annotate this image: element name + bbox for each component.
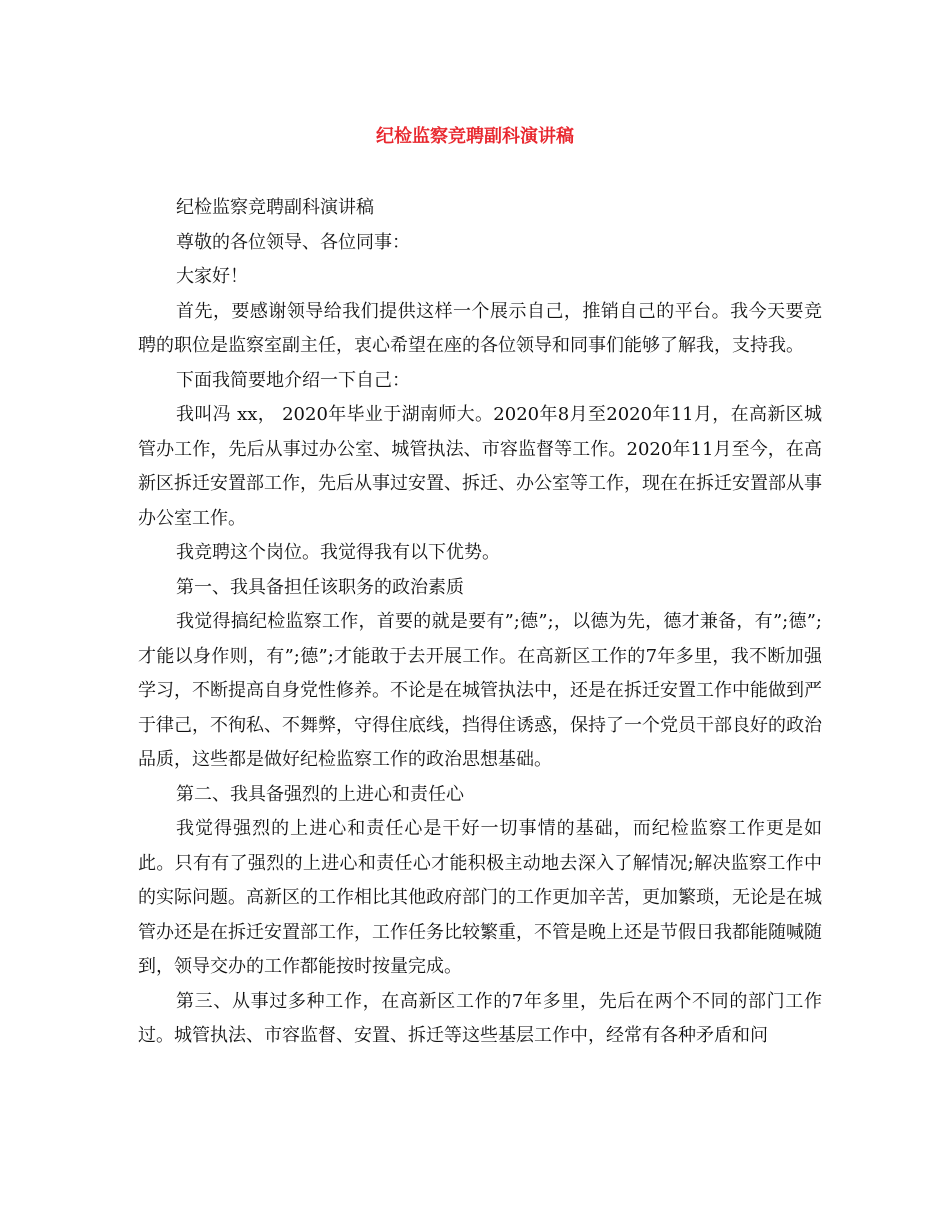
paragraph-point-1-body: 我觉得搞纪检监察工作，首要的就是要有”;德”;，以德为先，德才兼备，有”;德”;才能以身作则，有”;德”;才能敢于去开展工作。在高新区工作的7年多里，我不断加强学习，不断提高自身党性修养。不论是在城管执法中，还是在拆迁安置工作中能做到严于律己，不徇私、不舞弊，守得住底线，挡得住诱惑，保持了一个党员干部良好的政治品质，这些都是做好纪检监察工作的政治思想基础。	[138, 611, 822, 770]
paragraph-greeting: 大家好！	[176, 266, 248, 287]
paragraph-heading-repeat: 纪检监察竞聘副科演讲稿	[176, 197, 374, 218]
paragraph-background: 我叫冯 xx， 2020年毕业于湖南师大。2020年8月至2020年11月，在高新区城管办工作，先后从事过办公室、城管执法、市容监督等工作。2020年11月至今，在高新区拆迁安置部工作，先后从事过安置、拆迁、办公室等工作，现在在拆迁安置部从事办公室工作。	[138, 404, 822, 529]
paragraph-advantages-lead: 我竞聘这个岗位。我觉得我有以下优势。	[176, 542, 500, 563]
document-title: 纪检监察竞聘副科演讲稿	[376, 126, 574, 147]
document-body	[138, 191, 822, 1054]
paragraph-point-2-body: 我觉得强烈的上进心和责任心是干好一切事情的基础，而纪检监察工作更是如此。只有有了强烈的上进心和责任心才能积极主动地去深入了解情况;解决监察工作中的实际问题。高新区的工作相比其他政府部门的工作更加辛苦，更加繁琐，无论是在城管办还是在拆迁安置部工作，工作任务比较繁重，不管是晚上还是节假日我都能随喊随到，领导交办的工作都能按时按量完成。	[138, 818, 822, 977]
paragraph-point-2-heading: 第二、我具备强烈的上进心和责任心	[176, 783, 464, 805]
paragraph-salutation: 尊敬的各位领导、各位同事：	[176, 231, 410, 253]
paragraph-point-3: 第三、从事过多种工作，在高新区工作的7年多里，先后在两个不同的部门工作过。城管执法、市容监督、安置、拆迁等这些基层工作中，经常有各种矛盾和问	[138, 990, 822, 1046]
paragraph-intro: 首先，要感谢领导给我们提供这样一个展示自己，推销自己的平台。我今天要竞聘的职位是监察室副主任，衷心希望在座的各位领导和同事们能够了解我，支持我。	[138, 300, 822, 356]
paragraph-self-intro-lead: 下面我简要地介绍一下自己：	[176, 369, 410, 391]
paragraph-point-1-heading: 第一、我具备担任该职务的政治素质	[176, 576, 464, 598]
